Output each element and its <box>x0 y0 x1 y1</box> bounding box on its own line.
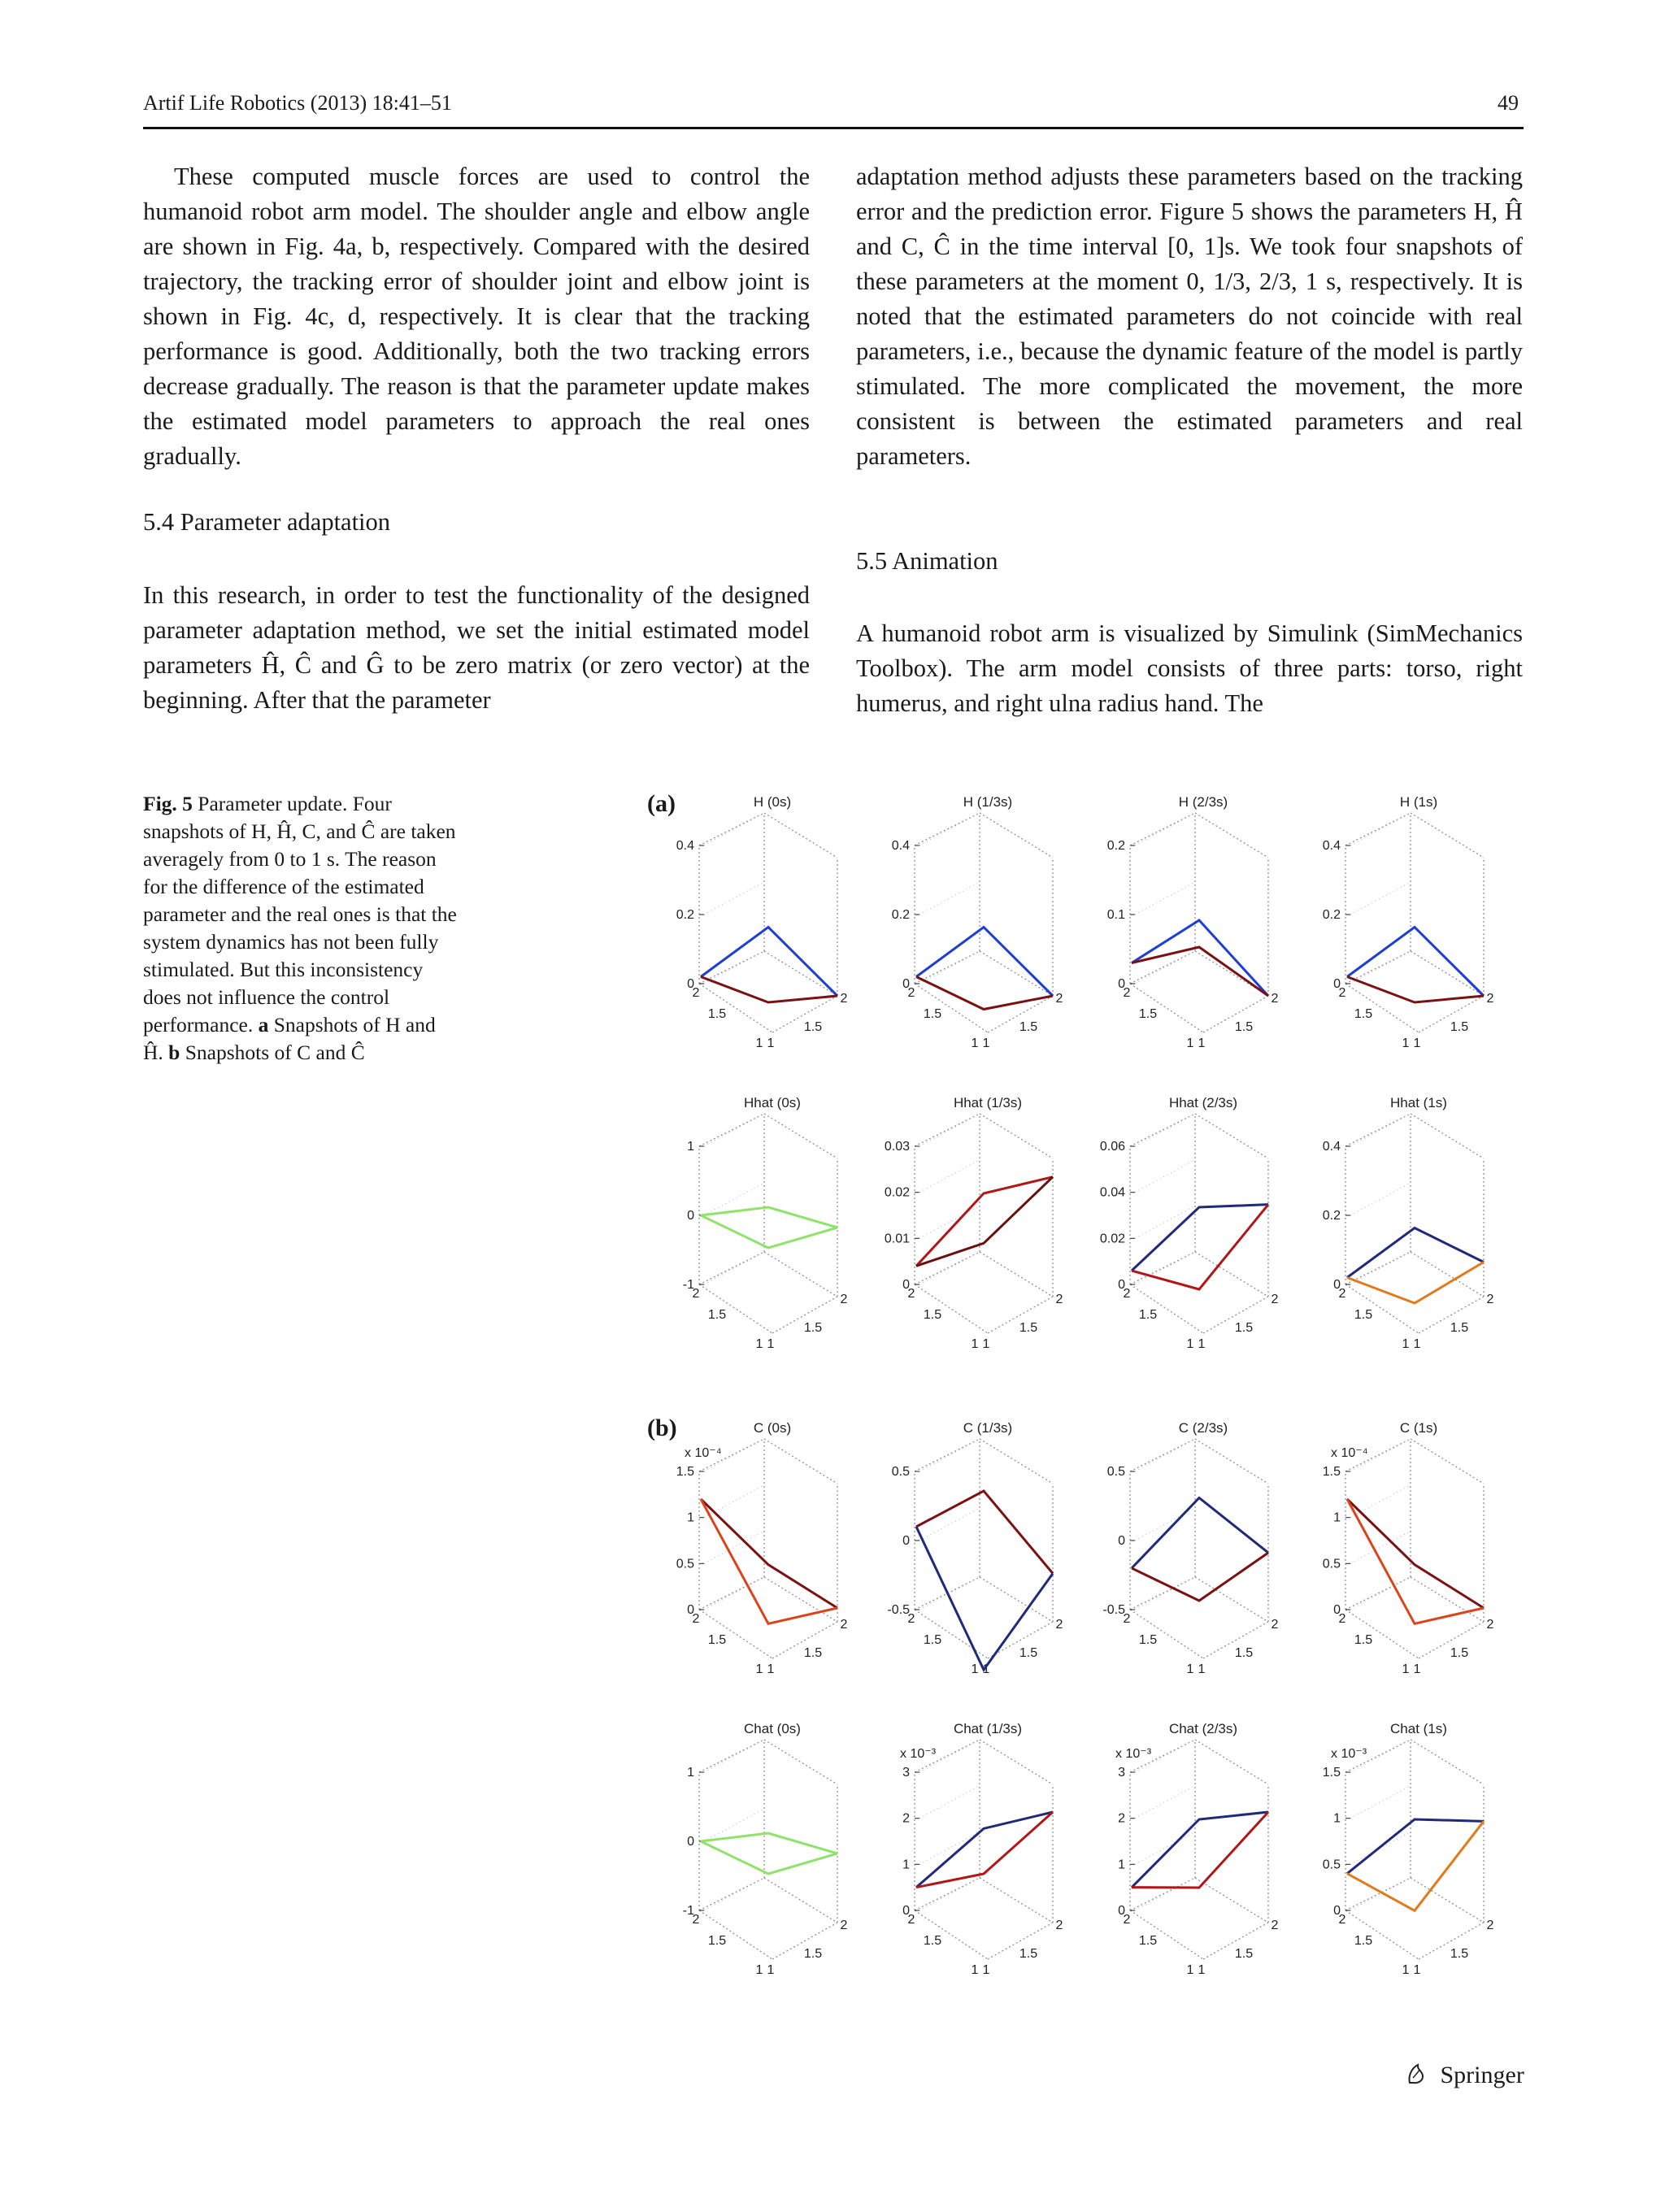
plot-panel <box>1323 794 1494 1050</box>
x-tick-label: 2 <box>1486 1293 1494 1306</box>
z-tick-label: 0 <box>902 977 910 991</box>
panel-b-label: (b) <box>647 1415 677 1441</box>
axis-edge <box>1411 1114 1484 1158</box>
y-tick-label: 1 <box>755 1963 763 1977</box>
y-tick-label: 1 <box>755 1662 763 1676</box>
plot-title: Hhat (1/3s) <box>953 1095 1023 1110</box>
z-tick-label: 0.02 <box>884 1185 910 1200</box>
x-tick-label: 1 <box>767 1963 775 1977</box>
z-tick-label: 0.5 <box>891 1465 910 1479</box>
y-tick-label: 2 <box>1338 1612 1346 1626</box>
y-tick-label: 2 <box>1123 1287 1131 1301</box>
x-tick-label: 2 <box>1271 992 1279 1006</box>
z-tick-label: -1 <box>682 1904 694 1918</box>
y-tick-label: 1 <box>1186 1036 1194 1050</box>
y-tick-label: 1 <box>755 1337 763 1351</box>
y-tick-label: 1.5 <box>923 1007 942 1021</box>
axis-edge <box>764 1252 837 1297</box>
z-tick-label: 0.06 <box>1099 1140 1125 1154</box>
y-tick-label: 2 <box>1123 986 1131 1000</box>
plot-title: Chat (0s) <box>744 1721 801 1736</box>
grid-line <box>1135 1786 1195 1819</box>
z-tick-label: 0.5 <box>1322 1858 1341 1872</box>
springer-logo-icon <box>1405 2062 1429 2086</box>
z-tick-label: 1 <box>687 1140 694 1154</box>
y-tick-label: 1.5 <box>1138 1308 1158 1322</box>
caption-a-label: a <box>258 1013 269 1036</box>
z-tick-label: 0 <box>902 1534 910 1548</box>
y-tick-label: 1 <box>1186 1963 1194 1977</box>
x-tick-label: 1.5 <box>1234 1947 1254 1961</box>
plot-exponent: x 10⁻⁴ <box>1331 1446 1368 1460</box>
z-tick-label: 1 <box>1333 1510 1341 1525</box>
axis-edge <box>1195 1878 1268 1923</box>
z-tick-label: 0 <box>1333 1278 1341 1292</box>
plot-title: C (1s) <box>1399 1420 1438 1436</box>
y-tick-label: 1 <box>1186 1337 1194 1351</box>
x-tick-label: 2 <box>1055 992 1063 1006</box>
y-tick-label: 1.5 <box>923 1308 942 1322</box>
y-tick-label: 1.5 <box>707 1308 727 1322</box>
plot-panel <box>676 1420 848 1676</box>
paragraph: A humanoid robot arm is visualized by Simulink (SimMechanics Toolbox). The arm model consists of three parts: torso, right humerus, and right ulna radius hand. The <box>856 619 1523 717</box>
series-line <box>1132 1812 1268 1888</box>
grid-line <box>919 1786 980 1819</box>
z-tick-label: 1.5 <box>1322 1766 1341 1780</box>
z-tick-label: 0.4 <box>1322 839 1341 853</box>
plot-panel <box>1107 794 1279 1050</box>
right-column-para1 <box>856 159 1523 474</box>
x-tick-label: 2 <box>1486 1618 1494 1632</box>
z-tick-label: 0 <box>1333 1603 1341 1617</box>
plot-panel <box>887 1420 1063 1676</box>
plot-panel <box>1323 1420 1494 1676</box>
y-tick-label: 2 <box>907 1913 915 1927</box>
z-tick-label: 0.02 <box>1099 1232 1125 1246</box>
z-tick-label: 0 <box>1118 1904 1125 1918</box>
x-tick-label: 1.5 <box>803 1321 823 1335</box>
y-tick-label: 2 <box>692 1287 700 1301</box>
series-line <box>916 1177 1053 1267</box>
left-column-para2 <box>143 578 810 718</box>
axis-edge <box>1195 1252 1268 1297</box>
x-tick-label: 1 <box>982 1662 990 1676</box>
y-tick-label: 1.5 <box>1138 1007 1158 1021</box>
z-tick-label: 0 <box>902 1904 910 1918</box>
publisher-name: Springer <box>1440 2062 1524 2088</box>
plot-exponent: x 10⁻³ <box>900 1747 937 1761</box>
x-tick-label: 2 <box>1486 1919 1494 1932</box>
y-tick-label: 1.5 <box>1354 1934 1373 1948</box>
axis-edge <box>764 1114 837 1158</box>
x-tick-label: 1.5 <box>1450 1646 1469 1660</box>
z-tick-label: 0 <box>687 977 694 991</box>
z-tick-label: 0.2 <box>1322 908 1341 922</box>
plot-exponent: x 10⁻³ <box>1115 1747 1152 1761</box>
series-line <box>1132 1205 1268 1289</box>
axis-edge <box>1195 1740 1268 1784</box>
plot-title: H (2/3s) <box>1178 794 1228 810</box>
x-tick-label: 1.5 <box>803 1646 823 1660</box>
y-tick-label: 1 <box>1402 1963 1410 1977</box>
plot-panel <box>683 1721 848 1977</box>
axis-edge <box>980 1114 1053 1158</box>
series-line <box>701 1499 837 1608</box>
y-tick-label: 1.5 <box>707 1633 727 1647</box>
axis-edge <box>980 1439 1053 1484</box>
series-line <box>916 977 1053 1010</box>
z-tick-label: 0.4 <box>891 839 910 853</box>
y-tick-label: 2 <box>1338 1913 1346 1927</box>
caption-a-text: Snapshots of H and Ĥ. <box>143 1013 436 1064</box>
z-tick-label: 0.2 <box>891 908 910 922</box>
z-tick-label: 0.4 <box>1322 1140 1341 1154</box>
x-tick-label: 2 <box>840 1293 848 1306</box>
z-tick-label: 0.4 <box>676 839 694 853</box>
z-tick-label: 3 <box>1118 1766 1125 1780</box>
z-tick-label: -0.5 <box>887 1603 910 1617</box>
axis-edge <box>1411 1439 1484 1484</box>
caption-b-label: b <box>168 1041 180 1064</box>
z-tick-label: 0.2 <box>676 908 694 922</box>
z-tick-label: -0.5 <box>1102 1603 1125 1617</box>
x-tick-label: 2 <box>1055 1919 1063 1932</box>
y-tick-label: 1 <box>1402 1662 1410 1676</box>
x-tick-label: 1.5 <box>803 1020 823 1034</box>
plot-title: Hhat (1s) <box>1390 1095 1447 1110</box>
z-tick-label: 0.2 <box>1322 1209 1341 1223</box>
axis-edge <box>1411 813 1484 858</box>
x-tick-label: 1 <box>767 1337 775 1351</box>
y-tick-label: 2 <box>1123 1913 1131 1927</box>
axis-edge <box>764 813 837 858</box>
y-tick-label: 1 <box>971 1963 979 1977</box>
x-tick-label: 1.5 <box>1019 1020 1038 1034</box>
y-tick-label: 2 <box>907 1287 915 1301</box>
x-tick-label: 1 <box>1198 1963 1206 1977</box>
plot-panel <box>1102 1420 1278 1676</box>
plot-panel <box>900 1721 1063 1977</box>
z-tick-label: 0.5 <box>676 1557 694 1571</box>
grid-line <box>1350 1786 1411 1819</box>
plot-panel <box>683 1095 848 1351</box>
x-tick-label: 1 <box>982 1036 990 1050</box>
grid-line <box>1135 1832 1195 1864</box>
grid-line <box>1135 1206 1195 1238</box>
y-tick-label: 2 <box>907 1612 915 1626</box>
x-tick-label: 2 <box>1271 1618 1279 1632</box>
z-tick-label: 0.01 <box>884 1232 910 1246</box>
x-tick-label: 1.5 <box>1450 1947 1469 1961</box>
axis-edge <box>980 1740 1053 1784</box>
grid-line <box>1350 882 1411 915</box>
y-tick-label: 1 <box>755 1036 763 1050</box>
z-tick-label: -1 <box>682 1278 694 1292</box>
axis-edge <box>980 1878 1053 1923</box>
y-tick-label: 2 <box>692 1612 700 1626</box>
z-tick-label: 1.5 <box>676 1465 694 1479</box>
plot-title: C (2/3s) <box>1178 1420 1228 1436</box>
x-tick-label: 1.5 <box>803 1947 823 1961</box>
y-tick-label: 1 <box>1402 1036 1410 1050</box>
x-tick-label: 1.5 <box>1234 1020 1254 1034</box>
y-tick-label: 1.5 <box>1354 1308 1373 1322</box>
z-tick-label: 0 <box>1118 1534 1125 1548</box>
plot-title: C (1/3s) <box>963 1420 1013 1436</box>
publisher-footer <box>1405 2062 1524 2089</box>
figure-caption <box>143 790 460 1067</box>
left-column-para1 <box>143 159 810 474</box>
z-tick-label: 0.5 <box>1106 1465 1125 1479</box>
plot-panel <box>1323 1721 1494 1977</box>
x-tick-label: 1 <box>1198 1662 1206 1676</box>
paragraph: In this research, in order to test the functionality of the designed parameter adaptation method, we set the initial estimated model parameters Ĥ, Ĉ and Ĝ to be zero matrix (or zero vector) at the beginning. After that the parameter <box>143 581 810 714</box>
z-tick-label: 0.5 <box>1322 1557 1341 1571</box>
axis-edge <box>764 1878 837 1923</box>
y-tick-label: 1 <box>971 1662 979 1676</box>
z-tick-label: 0 <box>1333 1904 1341 1918</box>
x-tick-label: 2 <box>1055 1618 1063 1632</box>
axis-edge <box>980 1252 1053 1297</box>
grid-line <box>919 1508 980 1541</box>
z-tick-label: 0 <box>902 1278 910 1292</box>
y-tick-label: 1.5 <box>1138 1633 1158 1647</box>
series-line <box>916 1812 1053 1888</box>
x-tick-label: 1.5 <box>1019 1646 1038 1660</box>
y-tick-label: 1.5 <box>1354 1633 1373 1647</box>
grid-line <box>1135 882 1195 915</box>
grid-line <box>1135 1160 1195 1193</box>
plot-panel <box>676 794 848 1050</box>
x-tick-label: 2 <box>1055 1293 1063 1306</box>
x-tick-label: 1 <box>1198 1036 1206 1050</box>
section-title-5-4: 5.4 Parameter adaptation <box>143 508 391 536</box>
axis-edge <box>1195 1439 1268 1484</box>
x-tick-label: 1 <box>982 1337 990 1351</box>
x-tick-label: 2 <box>840 1618 848 1632</box>
axis-edge <box>980 813 1053 858</box>
plot-exponent: x 10⁻⁴ <box>685 1446 722 1460</box>
z-tick-label: 2 <box>902 1811 910 1826</box>
y-tick-label: 1 <box>971 1337 979 1351</box>
caption-b-text: Snapshots of C and Ĉ <box>185 1041 365 1064</box>
grid-line <box>704 882 764 915</box>
z-tick-label: 3 <box>902 1766 910 1780</box>
series-line <box>1132 1205 1268 1271</box>
x-tick-label: 1 <box>1413 1662 1421 1676</box>
plot-panel <box>885 1095 1063 1351</box>
z-tick-label: 1 <box>902 1858 910 1872</box>
x-tick-label: 1.5 <box>1234 1321 1254 1335</box>
axis-edge <box>1411 1740 1484 1784</box>
grid-line <box>919 882 980 915</box>
y-tick-label: 1.5 <box>1138 1934 1158 1948</box>
series-line <box>1347 1228 1484 1278</box>
plot-title: Chat (1s) <box>1390 1721 1447 1736</box>
x-tick-label: 1.5 <box>1450 1020 1469 1034</box>
plot-exponent: x 10⁻³ <box>1331 1747 1367 1761</box>
y-tick-label: 1.5 <box>707 1007 727 1021</box>
y-tick-label: 1 <box>1402 1337 1410 1351</box>
series-line <box>1132 1498 1268 1569</box>
plot-title: C (0s) <box>753 1420 792 1436</box>
series-line <box>1347 1821 1484 1910</box>
series-line <box>701 977 837 1003</box>
plot-panel <box>1100 1095 1279 1351</box>
x-tick-label: 1 <box>767 1662 775 1676</box>
y-tick-label: 2 <box>1123 1612 1131 1626</box>
y-tick-label: 2 <box>907 986 915 1000</box>
axis-edge <box>980 1577 1053 1622</box>
x-tick-label: 2 <box>840 1919 848 1932</box>
plot-title: Chat (2/3s) <box>1168 1721 1238 1736</box>
z-tick-label: 1 <box>687 1510 694 1525</box>
axis-edge <box>1411 1252 1484 1297</box>
plot-title: Hhat (2/3s) <box>1168 1095 1238 1110</box>
y-tick-label: 1 <box>1186 1662 1194 1676</box>
z-tick-label: 0 <box>1118 977 1125 991</box>
plot-title: Chat (1/3s) <box>953 1721 1023 1736</box>
x-tick-label: 1 <box>1413 1337 1421 1351</box>
series-line <box>701 1215 837 1248</box>
section-title-5-5: 5.5 Animation <box>856 547 998 575</box>
z-tick-label: 0.2 <box>1106 839 1125 853</box>
z-tick-label: 0 <box>1118 1278 1125 1292</box>
plot-panel <box>1115 1721 1279 1977</box>
x-tick-label: 2 <box>1486 992 1494 1006</box>
axis-edge <box>1195 1114 1268 1158</box>
axis-edge <box>764 1740 837 1784</box>
header-rule <box>143 127 1524 129</box>
caption-text: Parameter update. Four snapshots of H, Ĥ, C, and Ĉ are taken averagely from 0 to 1 s. The reason for the difference of the estimated parameter and the real ones is that the system dynamics has not been fully stimulated. But this inconsistency does not influence the control performance. <box>143 792 457 1036</box>
plot-title: H (1s) <box>1399 794 1438 810</box>
series-line <box>916 1177 1053 1267</box>
y-tick-label: 2 <box>692 986 700 1000</box>
axis-edge <box>764 1439 837 1484</box>
plot-panel <box>892 794 1063 1050</box>
x-tick-label: 1.5 <box>1234 1646 1254 1660</box>
x-tick-label: 2 <box>1271 1919 1279 1932</box>
x-tick-label: 1 <box>1413 1963 1421 1977</box>
z-tick-label: 0.1 <box>1106 908 1125 922</box>
z-tick-label: 0 <box>687 1209 694 1223</box>
plot-title: H (0s) <box>753 794 792 810</box>
plot-panel <box>1323 1095 1494 1351</box>
x-tick-label: 1 <box>1198 1337 1206 1351</box>
series-line <box>916 1491 1053 1574</box>
axis-edge <box>1195 1577 1268 1622</box>
z-tick-label: 1 <box>687 1766 694 1780</box>
y-tick-label: 1.5 <box>1354 1007 1373 1021</box>
x-tick-label: 1 <box>767 1036 775 1050</box>
paragraph: adaptation method adjusts these parameters based on the tracking error and the prediction error. Figure 5 shows the parameters H, Ĥ and C, Ĉ in the time interval [0, 1]s. We took four snapshots of these parameters at the moment 0, 1/3, 2/3, 1 s, respectively. It is noted that the estimated parameters do not coincide with real parameters, i.e., because the dynamic feature of the model is partly stimulated. The more complicated the movement, the more consistent is between the estimated parameters and real parameters. <box>856 163 1523 470</box>
caption-label: Fig. 5 <box>143 792 193 815</box>
z-tick-label: 0 <box>1333 977 1341 991</box>
z-tick-label: 0 <box>687 1603 694 1617</box>
series-line <box>1132 1812 1268 1888</box>
x-tick-label: 2 <box>1271 1293 1279 1306</box>
series-line <box>1347 1499 1484 1608</box>
series-line <box>1347 977 1484 1003</box>
y-tick-label: 1.5 <box>707 1934 727 1948</box>
z-tick-label: 0.03 <box>884 1140 910 1154</box>
x-tick-label: 1.5 <box>1019 1947 1038 1961</box>
grid-line <box>919 1160 980 1193</box>
z-tick-label: 1 <box>1333 1811 1341 1826</box>
panel-a-label: (a) <box>647 790 676 817</box>
series-line <box>1132 1553 1268 1601</box>
x-tick-label: 1 <box>1413 1036 1421 1050</box>
x-tick-label: 1.5 <box>1450 1321 1469 1335</box>
plot-title: H (1/3s) <box>963 794 1013 810</box>
y-tick-label: 2 <box>692 1913 700 1927</box>
z-tick-label: 1.5 <box>1322 1465 1341 1479</box>
y-tick-label: 1 <box>971 1036 979 1050</box>
grid-line <box>1350 1183 1411 1215</box>
x-tick-label: 1 <box>982 1963 990 1977</box>
page-number: 49 <box>1498 91 1519 115</box>
x-tick-label: 1.5 <box>1019 1321 1038 1335</box>
paragraph: These computed muscle forces are used to control the humanoid robot arm model. The shoulder angle and elbow angle are shown in Fig. 4a, b, respectively. Compared with the desired trajectory, the tracking error of shoulder joint and elbow joint is shown in Fig. 4c, d, respectively. It is clear that the tracking performance is good. Additionally, both the two tracking errors decrease gradually. The reason is that the parameter update makes the estimated model parameters to approach the real ones gradually. <box>143 163 810 470</box>
right-column-para2 <box>856 616 1523 721</box>
z-tick-label: 2 <box>1118 1811 1125 1826</box>
axis-edge <box>1195 813 1268 858</box>
plot-title: Hhat (0s) <box>744 1095 801 1110</box>
running-header-journal: Artif Life Robotics (2013) 18:41–51 <box>143 91 452 115</box>
y-tick-label: 2 <box>1338 986 1346 1000</box>
z-tick-label: 1 <box>1118 1858 1125 1872</box>
series-line <box>701 1841 837 1874</box>
y-tick-label: 1.5 <box>923 1934 942 1948</box>
y-tick-label: 1.5 <box>923 1633 942 1647</box>
series-line <box>1347 1262 1484 1304</box>
x-tick-label: 2 <box>840 992 848 1006</box>
series-line <box>916 1812 1053 1888</box>
z-tick-label: 0 <box>687 1835 694 1849</box>
z-tick-label: 0.04 <box>1099 1185 1125 1200</box>
figure-5-plots <box>634 780 1537 2016</box>
series-line <box>1132 947 1268 996</box>
grid-line <box>919 1206 980 1238</box>
y-tick-label: 2 <box>1338 1287 1346 1301</box>
